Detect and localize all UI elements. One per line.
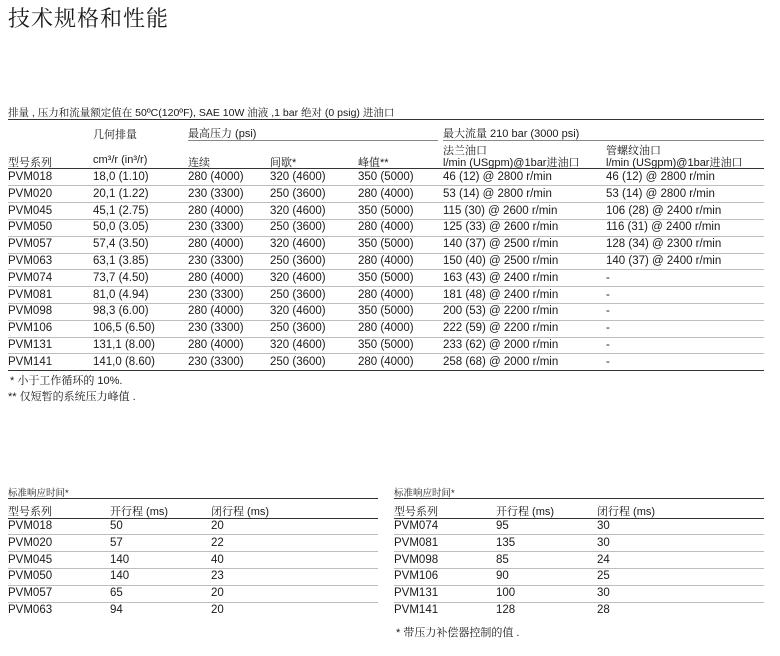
response-right-row-row-divider: [394, 534, 764, 535]
spec-row-cell: 45,1 (2.75): [93, 204, 149, 217]
spec-row-cell: 181 (48) @ 2400 r/min: [443, 288, 559, 301]
response-left-row-cell: PVM063: [8, 604, 53, 616]
spec-row-cell: 131,1 (8.00): [93, 339, 156, 351]
spec-row-cell: 250 (3600): [270, 221, 326, 234]
response-left-row-cell: 140: [110, 570, 130, 583]
spec-row-cell: PVM020: [8, 187, 53, 200]
spec-row-cell: 280 (4000): [358, 221, 414, 234]
header-intermittent: 间歇*: [270, 157, 297, 169]
spec-row-cell: 250 (3600): [270, 288, 326, 301]
response-right-row-cell: 30: [597, 520, 610, 532]
response-left-row-cell: 40: [211, 553, 224, 566]
header-displacement: 几何排量: [93, 129, 137, 141]
spec-row-cell: 20,1 (1.22): [93, 187, 149, 200]
header-max-pressure: 最高压力 (psi): [188, 128, 257, 140]
spec-row-cell: 141,0 (8.60): [93, 355, 156, 368]
response-right-row-cell: 100: [496, 587, 516, 600]
spec-row-cell: -: [606, 322, 610, 335]
spec-row-cell: -: [606, 288, 610, 301]
flow-group-rule: [443, 140, 764, 141]
spec-row-cell: 150 (40) @ 2500 r/min: [443, 255, 559, 267]
response-right-header-close: 闭行程 (ms): [597, 506, 656, 518]
spec-row-cell: 128 (34) @ 2300 r/min: [606, 238, 722, 251]
spec-row-cell: 350 (5000): [358, 204, 414, 217]
response-footnote: * 带压力补偿器控制的值 .: [396, 627, 520, 639]
spec-row-cell: PVM063: [8, 255, 53, 267]
header-displacement-unit: cm³/r (in³/r): [93, 154, 148, 166]
spec-row-cell: 280 (4000): [188, 204, 244, 217]
spec-row-cell: 63,1 (3.85): [93, 255, 149, 267]
spec-row-cell: 222 (59) @ 2200 r/min: [443, 322, 559, 335]
spec-row-cell: PVM045: [8, 204, 53, 217]
response-left-top-rule: [8, 498, 378, 499]
spec-row-cell: 280 (4000): [188, 271, 244, 284]
response-left-row-cell: PVM045: [8, 553, 53, 566]
spec-row-cell: 350 (5000): [358, 271, 414, 284]
spec-row-cell: 53 (14) @ 2800 r/min: [606, 187, 715, 200]
spec-row-cell: PVM057: [8, 238, 53, 251]
response-right-row-cell: 28: [597, 604, 610, 616]
spec-row-cell: -: [606, 305, 610, 318]
spec-row-cell: -: [606, 355, 610, 368]
spec-row-cell: 280 (4000): [358, 322, 414, 335]
spec-row-cell: 320 (4600): [270, 204, 326, 217]
response-right-header-rule: [394, 518, 764, 519]
response-left-row-row-divider: [8, 534, 378, 535]
response-right-header-model: 型号系列: [394, 506, 438, 518]
header-max-flow: 最大流量 210 bar (3000 psi): [443, 128, 580, 140]
response-left-row-cell: 20: [211, 587, 224, 600]
spec-row-cell: 50,0 (3.05): [93, 221, 149, 234]
response-left-row-cell: 20: [211, 604, 224, 616]
spec-row-cell: 250 (3600): [270, 322, 326, 335]
response-right-header-open: 开行程 (ms): [496, 506, 555, 518]
spec-row-cell: 53 (14) @ 2800 r/min: [443, 187, 552, 200]
response-right-row-cell: 30: [597, 536, 610, 549]
spec-row-cell: 350 (5000): [358, 238, 414, 251]
spec-row-cell: 106 (28) @ 2400 r/min: [606, 204, 722, 217]
response-right-row-row-divider: [394, 568, 764, 569]
response-right-row-cell: 128: [496, 604, 516, 616]
response-left-row-cell: 57: [110, 536, 123, 549]
page-title: 技术规格和性能: [8, 6, 170, 31]
spec-row-cell: 140 (37) @ 2500 r/min: [443, 238, 559, 251]
response-right-row-cell: PVM081: [394, 536, 439, 549]
response-left-header-model: 型号系列: [8, 506, 52, 518]
response-left-row-cell: PVM050: [8, 570, 53, 583]
header-flange-port: 法兰油口: [443, 145, 487, 157]
response-left-caption: 标准响应时间*: [8, 488, 69, 499]
response-right-caption: 标准响应时间*: [394, 488, 455, 499]
spec-row-cell: 280 (4000): [188, 305, 244, 318]
spec-row-cell: 57,4 (3.50): [93, 238, 149, 251]
pressure-group-rule: [188, 140, 438, 141]
spec-row-cell: PVM106: [8, 322, 53, 335]
response-left-row-row-divider: [8, 551, 378, 552]
spec-row-cell: PVM131: [8, 339, 53, 351]
spec-row-cell: 230 (3300): [188, 255, 244, 267]
response-right-row-cell: 24: [597, 553, 610, 566]
footnote-intermittent: * 小于工作循环的 10%.: [10, 375, 123, 387]
spec-row-cell: 350 (5000): [358, 339, 414, 351]
response-right-row-row-divider: [394, 551, 764, 552]
spec-row-cell: 18,0 (1.10): [93, 171, 149, 183]
response-left-row-cell: PVM057: [8, 587, 53, 600]
header-peak: 峰值**: [358, 157, 389, 169]
spec-row-cell: 350 (5000): [358, 171, 414, 183]
spec-row-cell: 320 (4600): [270, 271, 326, 284]
spec-row-cell: 163 (43) @ 2400 r/min: [443, 271, 559, 284]
spec-table-top-rule: [8, 119, 764, 120]
spec-row-cell: 81,0 (4.94): [93, 288, 149, 301]
spec-row-cell: -: [606, 271, 610, 284]
response-right-row-cell: 85: [496, 553, 509, 566]
response-right-row-cell: PVM098: [394, 553, 439, 566]
response-right-row-cell: 135: [496, 536, 516, 549]
response-left-header-close: 闭行程 (ms): [211, 506, 270, 518]
response-left-row-cell: 22: [211, 536, 224, 549]
spec-row-cell: 250 (3600): [270, 355, 326, 368]
response-left-row-cell: 140: [110, 553, 130, 566]
spec-row-cell: 116 (31) @ 2400 r/min: [606, 221, 721, 234]
header-thread-unit: l/min (USgpm)@1bar进油口: [606, 157, 743, 169]
spec-row-cell: 320 (4600): [270, 171, 326, 183]
response-left-row-cell: 94: [110, 604, 123, 616]
response-right-row-row-divider: [394, 602, 764, 603]
spec-row-cell: PVM081: [8, 288, 53, 301]
spec-row-cell: 98,3 (6.00): [93, 305, 149, 318]
footnote-peak: ** 仅短暂的系统压力峰值 .: [8, 391, 136, 403]
response-left-row-row-divider: [8, 568, 378, 569]
response-left-row-cell: PVM018: [8, 520, 53, 532]
response-left-header-open: 开行程 (ms): [110, 506, 169, 518]
response-right-row-row-divider: [394, 585, 764, 586]
spec-row-cell: 230 (3300): [188, 322, 244, 335]
spec-row-cell: 115 (30) @ 2600 r/min: [443, 204, 558, 217]
spec-row-cell: 230 (3300): [188, 221, 244, 234]
spec-table-bottom-rule: [8, 370, 764, 371]
spec-row-cell: PVM141: [8, 355, 53, 368]
spec-row-cell: 73,7 (4.50): [93, 271, 149, 284]
spec-row-cell: 280 (4000): [358, 288, 414, 301]
spec-row-cell: 140 (37) @ 2400 r/min: [606, 255, 722, 267]
spec-row-cell: 280 (4000): [358, 355, 414, 368]
response-right-row-cell: PVM131: [394, 587, 439, 600]
spec-row-cell: 350 (5000): [358, 305, 414, 318]
spec-row-cell: 320 (4600): [270, 238, 326, 251]
spec-row-cell: 280 (4000): [358, 255, 414, 267]
spec-row-cell: 106,5 (6.50): [93, 322, 156, 335]
response-right-row-cell: PVM141: [394, 604, 439, 616]
response-right-row-cell: PVM074: [394, 520, 439, 532]
spec-row-cell: 280 (4000): [188, 171, 244, 183]
response-right-row-cell: 25: [597, 570, 610, 583]
spec-row-cell: 200 (53) @ 2200 r/min: [443, 305, 559, 318]
header-flange-unit: l/min (USgpm)@1bar进油口: [443, 157, 580, 169]
spec-row-cell: 230 (3300): [188, 288, 244, 301]
header-continuous: 连续: [188, 157, 210, 169]
response-left-header-rule: [8, 518, 378, 519]
spec-row-cell: 280 (4000): [188, 339, 244, 351]
spec-row-cell: 320 (4600): [270, 339, 326, 351]
spec-row-cell: -: [606, 339, 610, 351]
response-left-row-row-divider: [8, 585, 378, 586]
response-right-row-cell: 90: [496, 570, 509, 583]
spec-row-cell: 250 (3600): [270, 255, 326, 267]
response-left-row-cell: 50: [110, 520, 123, 532]
spec-row-cell: PVM098: [8, 305, 53, 318]
header-thread-port: 管螺纹油口: [606, 145, 661, 157]
spec-row-cell: 46 (12) @ 2800 r/min: [443, 171, 552, 183]
spec-table-caption: 排量 , 压力和流量额定值在 50ºC(120ºF), SAE 10W 油液 ,1 bar 绝对 (0 psig) 进油口: [8, 107, 395, 119]
response-left-row-cell: 20: [211, 520, 224, 532]
response-left-row-cell: PVM020: [8, 536, 53, 549]
response-right-row-cell: PVM106: [394, 570, 439, 583]
response-right-row-cell: 30: [597, 587, 610, 600]
spec-row-cell: 320 (4600): [270, 305, 326, 318]
spec-row-cell: 230 (3300): [188, 355, 244, 368]
response-left-row-cell: 65: [110, 587, 123, 600]
spec-row-cell: 280 (4000): [188, 238, 244, 251]
spec-row-cell: PVM018: [8, 171, 53, 183]
spec-row-cell: 233 (62) @ 2000 r/min: [443, 339, 559, 351]
response-right-row-cell: 95: [496, 520, 509, 532]
response-right-top-rule: [394, 498, 764, 499]
spec-row-cell: 230 (3300): [188, 187, 244, 200]
spec-row-cell: PVM050: [8, 221, 53, 234]
spec-row-cell: PVM074: [8, 271, 53, 284]
spec-row-cell: 125 (33) @ 2600 r/min: [443, 221, 559, 234]
spec-row-cell: 46 (12) @ 2800 r/min: [606, 171, 715, 183]
spec-row-cell: 280 (4000): [358, 187, 414, 200]
response-left-row-row-divider: [8, 602, 378, 603]
response-left-row-cell: 23: [211, 570, 224, 583]
header-model: 型号系列: [8, 157, 52, 169]
spec-row-cell: 250 (3600): [270, 187, 326, 200]
spec-row-cell: 258 (68) @ 2000 r/min: [443, 355, 559, 368]
